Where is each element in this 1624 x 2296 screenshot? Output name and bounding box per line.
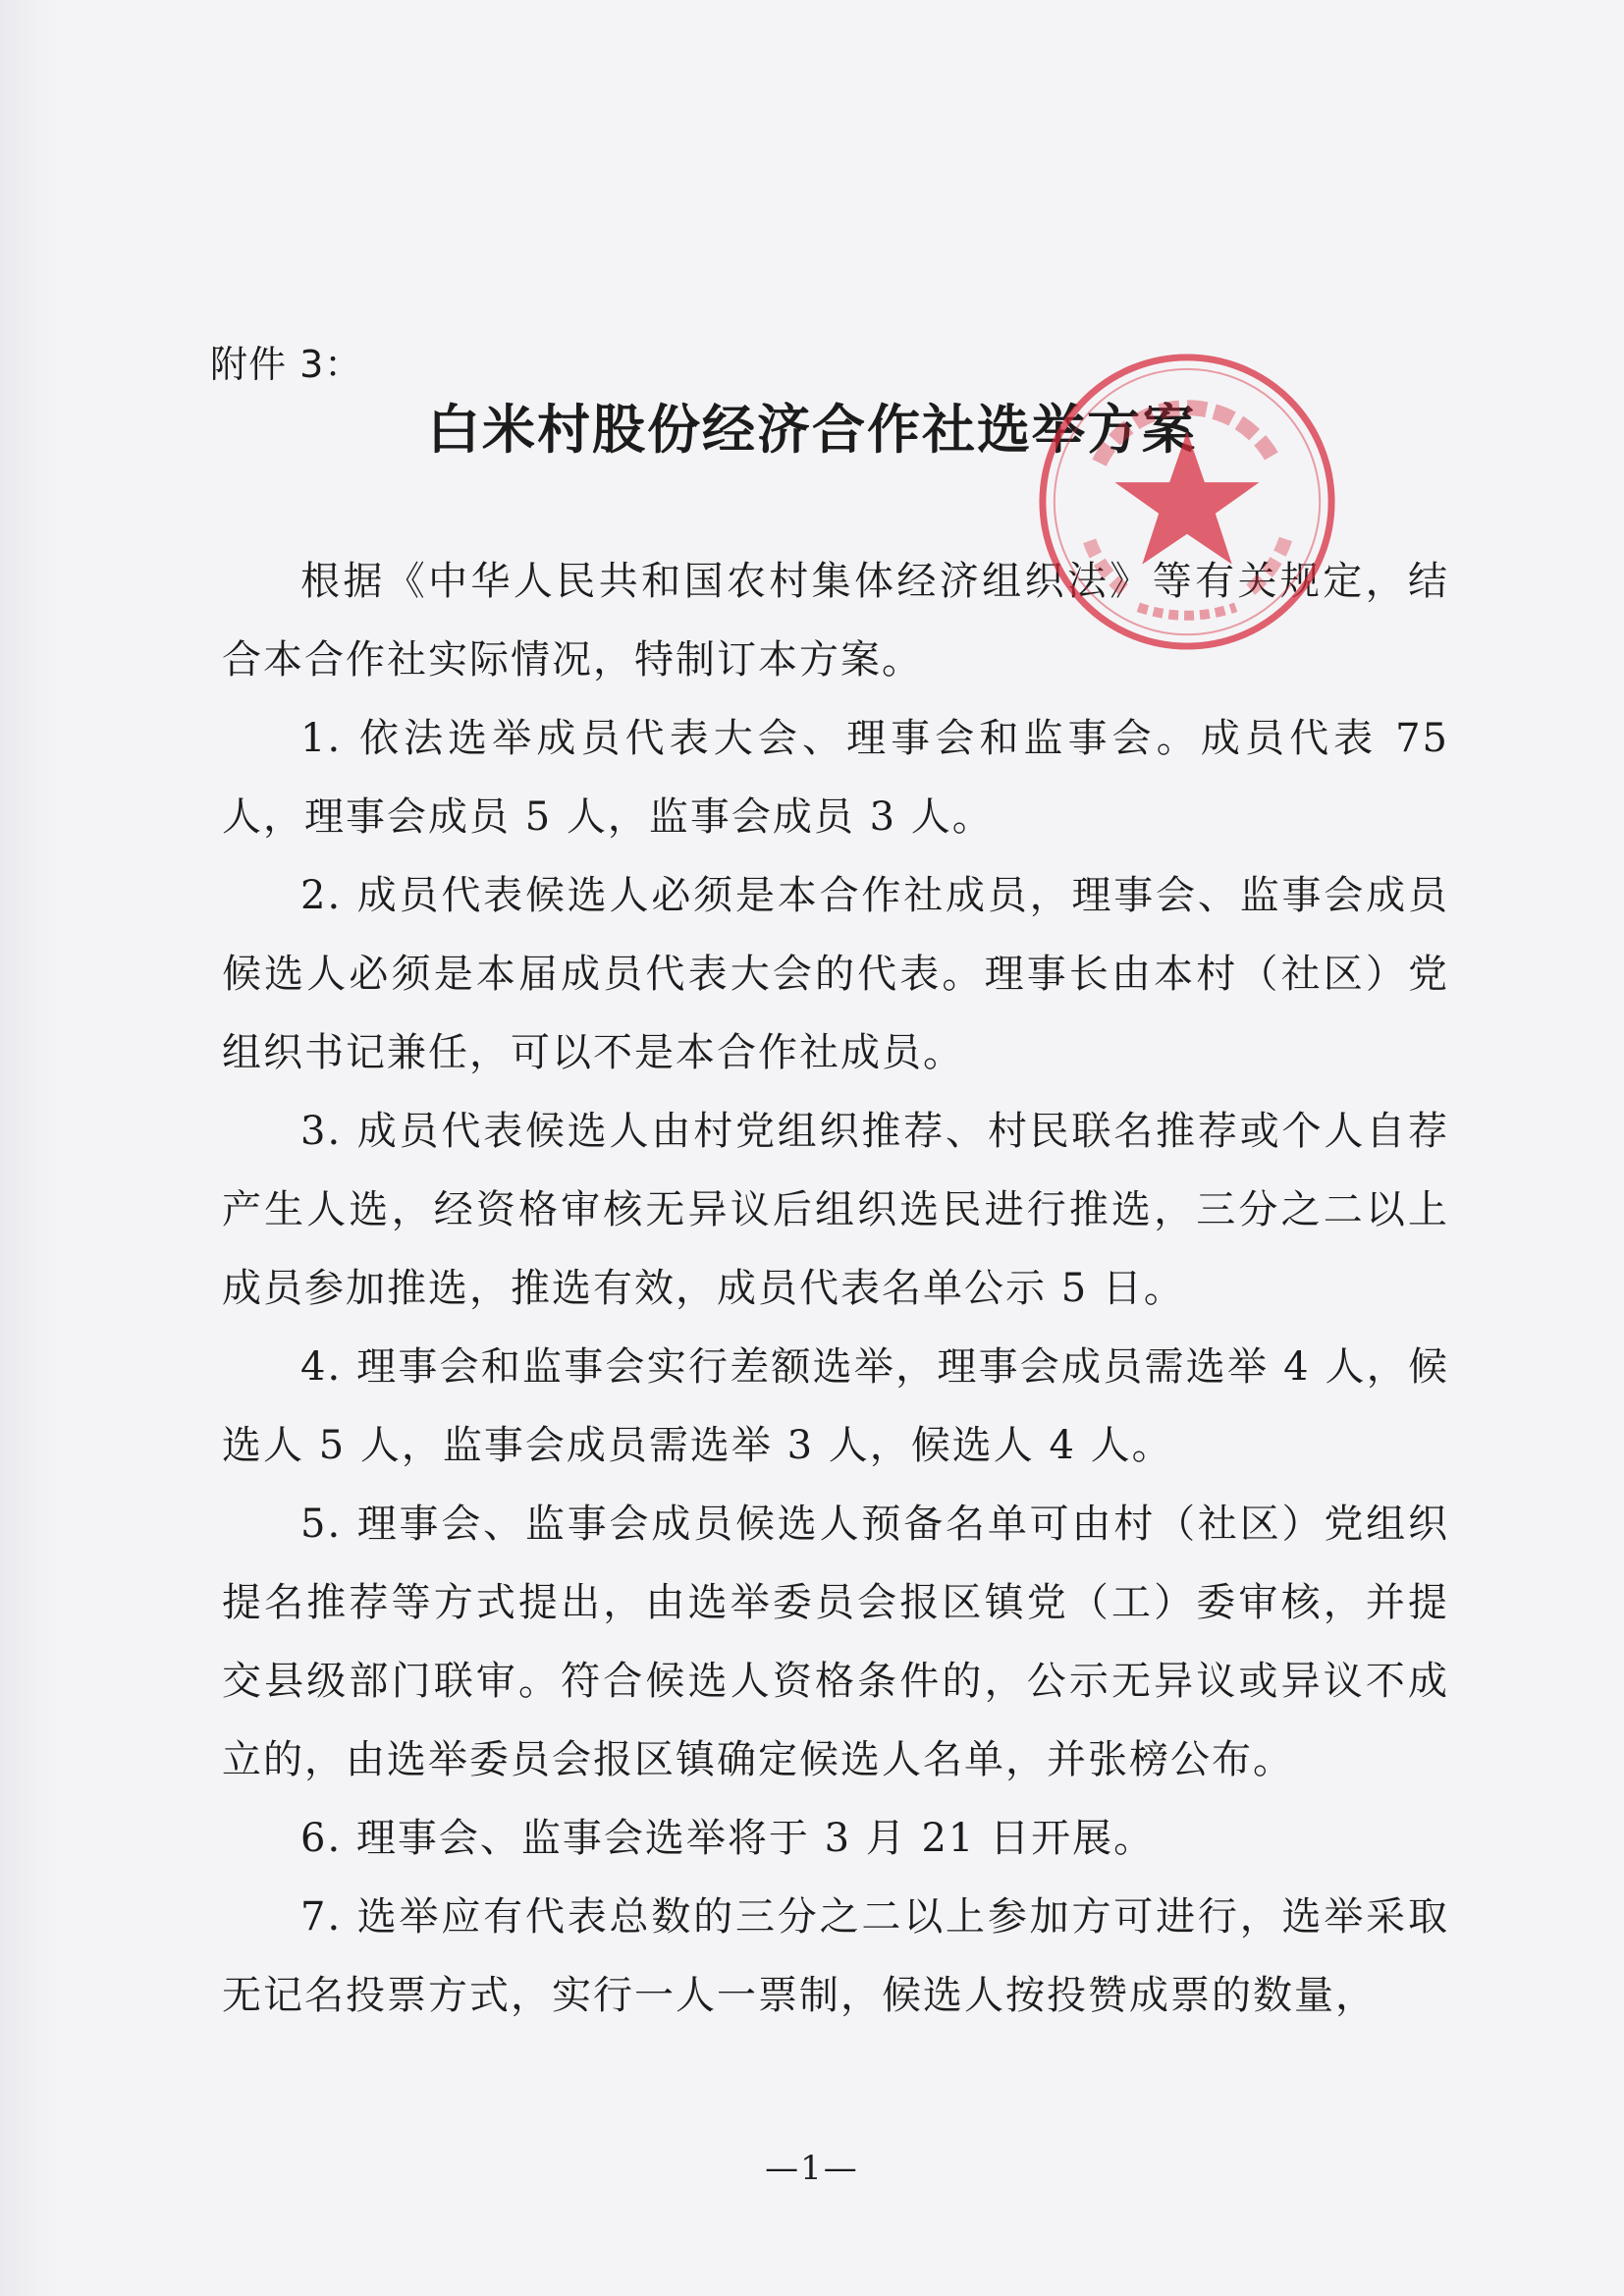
paragraph-item-6: 6. 理事会、监事会选举将于 3 月 21 日开展。 <box>300 1816 1156 1861</box>
official-seal-stamp <box>1031 346 1343 658</box>
paragraph-item-2: 2. 成员代表候选人必须是本合作社成员，理事会、监事会成员候选人必须是本届成员代表大会的代表。理事长由本村（社区）党组织书记兼任，可以不是本合作社成员。 <box>222 873 1449 1075</box>
paragraph-item-5: 5. 理事会、监事会成员候选人预备名单可由村（社区）党组织提名推荐等方式提出，由选举委员会报区镇党（工）委审核，并提交县级部门联审。符合候选人资格条件的，公示无异议或异议不成立的，由选举委员会报区镇确定候选人名单，并张榜公布。 <box>222 1502 1449 1782</box>
paragraph-item-4: 4. 理事会和监事会实行差额选举，理事会成员需选举 4 人，候选人 5 人，监事会成员需选举 3 人，候选人 4 人。 <box>222 1344 1449 1468</box>
paragraph-item-7: 7. 选举应有代表总数的三分之二以上参加方可进行，选举采取无记名投票方式，实行一人一票制，候选人按投赞成票的数量， <box>222 1894 1449 2018</box>
document-body <box>222 542 1449 2035</box>
page-number: —1— <box>765 2149 859 2188</box>
paragraph-intro: 根据《中华人民共和国农村集体经济组织法》等有关规定，结合本合作社实际情况，特制订本方案。 <box>222 559 1449 683</box>
attachment-label: 附件 3： <box>210 343 363 386</box>
seal-star-icon <box>1114 431 1259 564</box>
scan-edge-shadow <box>0 0 59 2296</box>
paragraph-item-1: 1. 依法选举成员代表大会、理事会和监事会。成员代表 75 人，理事会成员 5 人，监事会成员 3 人。 <box>222 716 1449 840</box>
document-title: 白米村股份经济合作社选举方案 <box>427 398 1197 461</box>
paragraph-item-3: 3. 成员代表候选人由村党组织推荐、村民联名推荐或个人自荐产生人选，经资格审核无异议后组织选民进行推选，三分之二以上成员参加推选，推选有效，成员代表名单公示 5 日。 <box>222 1109 1449 1311</box>
